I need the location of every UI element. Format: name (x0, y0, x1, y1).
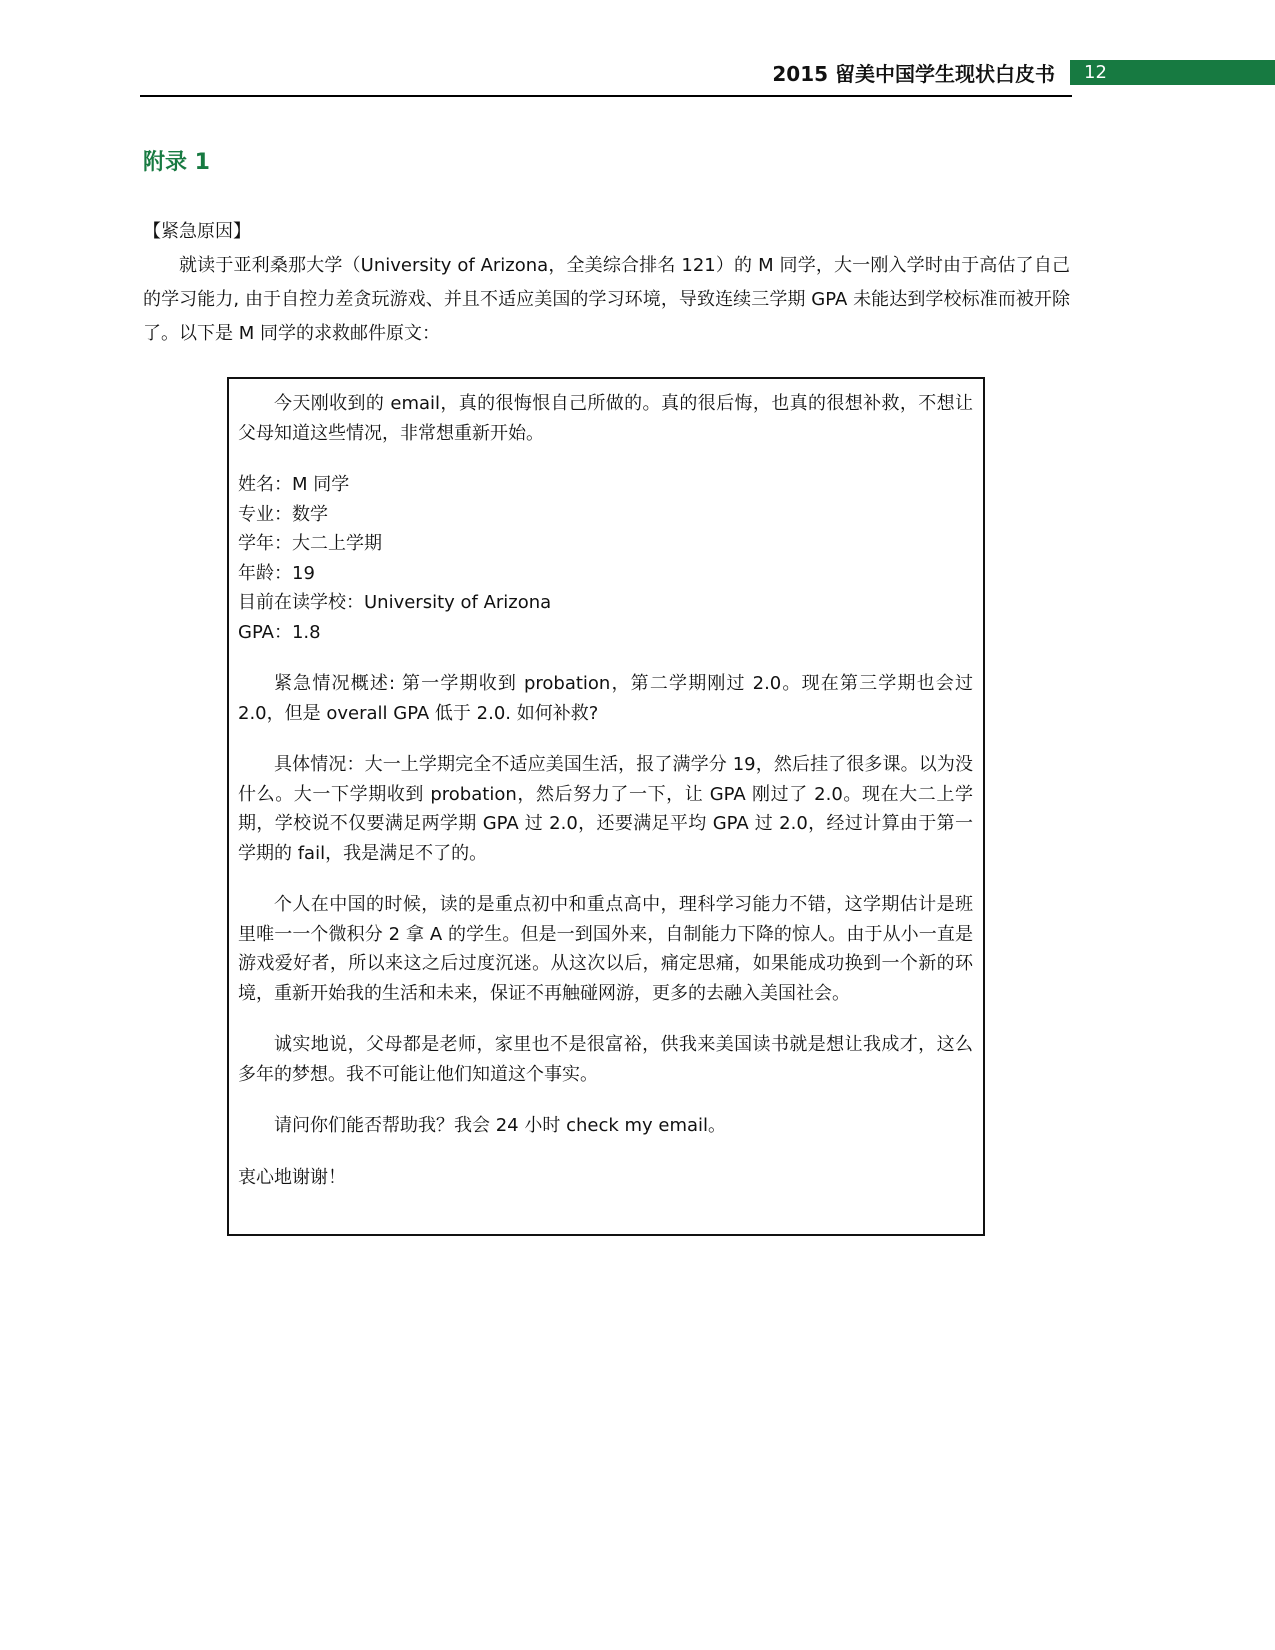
info-age: 年龄：19 (238, 562, 315, 584)
header-title: 2015 留美中国学生现状白皮书 (772, 62, 1055, 86)
info-major: 专业：数学 (238, 503, 328, 525)
info-school: 目前在读学校：University of Arizona (238, 592, 552, 613)
intro-section (143, 215, 1070, 351)
header-divider (140, 95, 1072, 97)
intro-label: 【紧急原因】 (143, 221, 251, 242)
page-number: 12 (1070, 60, 1275, 85)
email-box (227, 377, 985, 1236)
info-gpa: GPA：1.8 (238, 621, 321, 643)
email-paragraph: 具体情况：大一上学期完全不适应美国生活，报了满学分 19，然后挂了很多课。以为没什么。大一下学期收到 probation，然后努力了一下，让 GPA 刚过了 2.0。现在大二上学期，学校说不仅要满足两学期 GPA 过 2.0，还要满足平均 GPA 过 2.0，经过计算由于第一学期的 fail，我是满足不了的。 (238, 754, 973, 864)
email-opening: 今天刚收到的 email，真的很悔恨自己所做的。真的很后悔，也真的很想补救，不想让父母知道这些情况，非常想重新开始。 (238, 393, 973, 444)
email-paragraph: 个人在中国的时候，读的是重点初中和重点高中，理科学习能力不错，这学期估计是班里唯一一个微积分 2 拿 A 的学生。但是一到国外来，自制能力下降的惊人。由于从小一直是游戏爱好者，所以来这之后过度沉迷。从这次以后，痛定思痛，如果能成功换到一个新的环境，重新开始我的生活和未来，保证不再触碰网游，更多的去融入美国社会。 (238, 894, 973, 1004)
email-closing: 衷心地谢谢！ (238, 1166, 346, 1188)
section-heading: 附录 1 (143, 150, 210, 175)
info-year: 学年：大二上学期 (238, 533, 382, 554)
student-info (238, 470, 973, 647)
email-paragraph: 请问你们能否帮助我？我会 24 小时 check my email。 (274, 1115, 727, 1136)
intro-paragraph: 就读于亚利桑那大学（University of Arizona，全美综合排名 121）的 M 同学，大一刚入学时由于高估了自己的学习能力, 由于自控力差贪玩游戏、并且不适应美国的学习环境，导致连续三学期 GPA 未能达到学校标准而被开除了。以下是 M 同学的求救邮件原文： (143, 255, 1070, 344)
email-paragraph: 诚实地说，父母都是老师，家里也不是很富裕，供我来美国读书就是想让我成才，这么多年的梦想。我不可能让他们知道这个事实。 (238, 1034, 973, 1085)
email-paragraph: 紧急情况概述: 第一学期收到 probation，第二学期刚过 2.0。现在第三学期也会过 2.0，但是 overall GPA 低于 2.0. 如何补救? (238, 673, 973, 724)
info-name: 姓名：M 同学 (238, 474, 350, 495)
